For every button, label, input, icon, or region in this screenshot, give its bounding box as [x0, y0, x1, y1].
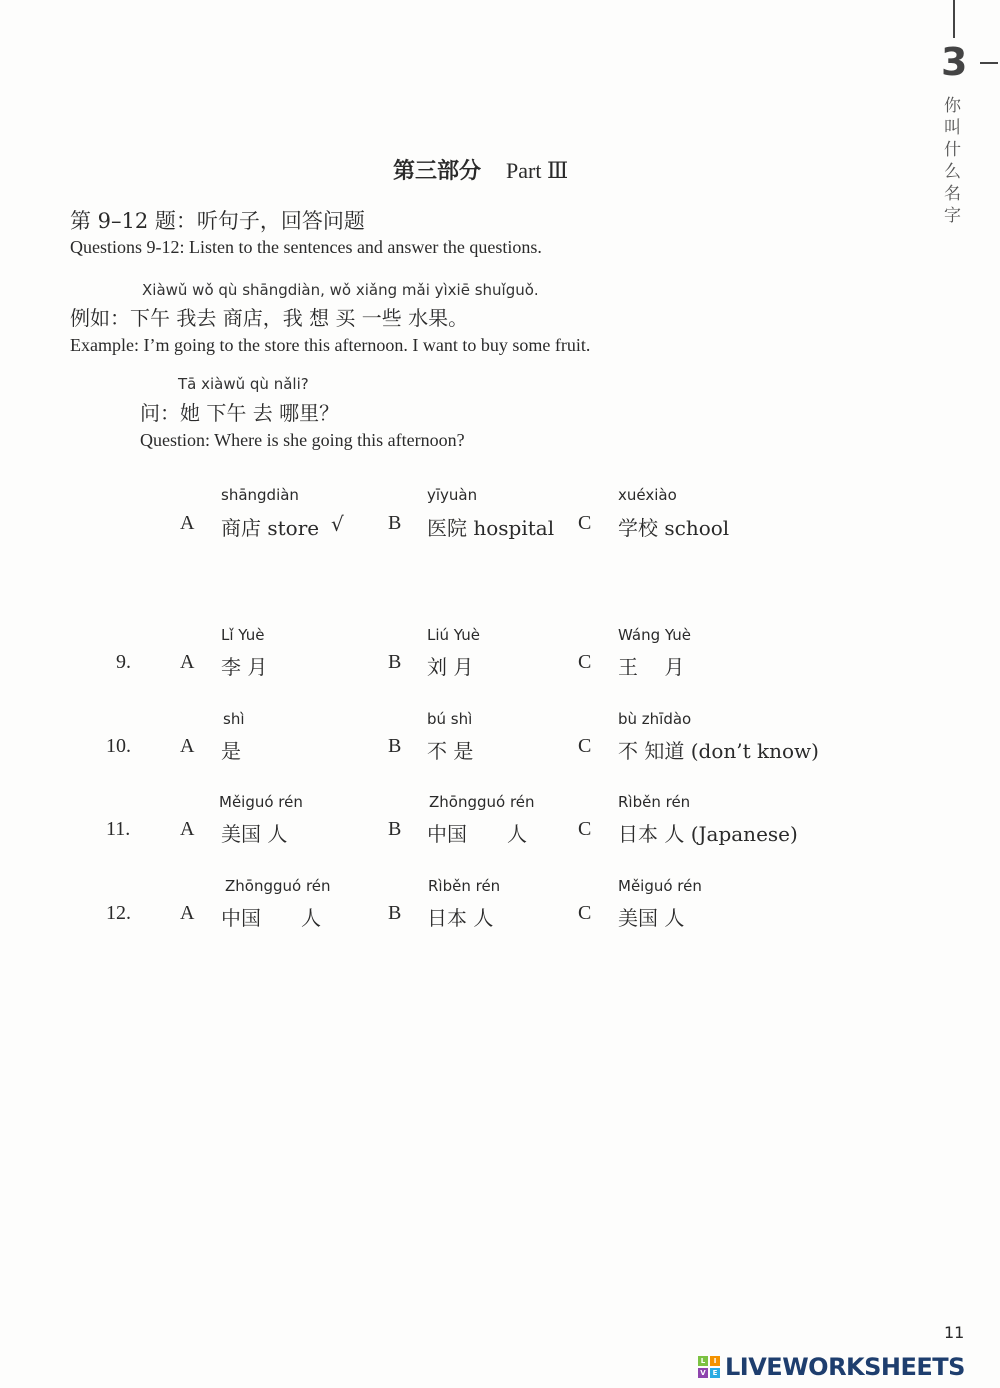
liveworksheets-logo[interactable] [698, 1354, 965, 1380]
question-text-en: Question: Where is she going this afternoon? [140, 430, 465, 450]
instructions-en: Questions 9-12: Listen to the sentences and answer the questions. [70, 237, 542, 257]
q10-option-b-text[interactable]: 不 是 [427, 739, 474, 763]
question-9-number: 9. [116, 651, 131, 673]
liveworksheets-logo-icon: L I V E [698, 1356, 720, 1378]
q10-option-c-letter[interactable]: C [578, 735, 592, 757]
q10-option-c-text[interactable]: 不 知道 (don’t know) [618, 739, 819, 763]
example-label: 例如： [70, 306, 130, 330]
example-option-b-text: 医院 hospital [427, 516, 555, 540]
example-option-c-letter: C [578, 512, 592, 534]
chapter-divider-line [953, 0, 955, 38]
q12-option-b-text[interactable]: 日本 人 [427, 906, 494, 930]
page-number: 11 [944, 1323, 965, 1342]
q9-option-c-pinyin: Wáng Yuè [618, 626, 692, 644]
q10-option-b-letter[interactable]: B [388, 735, 402, 757]
q9-option-b-letter[interactable]: B [388, 651, 402, 673]
watermark-text: LIVEWORKSHEETS [725, 1353, 965, 1381]
example-option-c-pinyin: xuéxiào [618, 486, 677, 504]
q12-option-a-letter[interactable]: A [180, 902, 195, 924]
q12-option-b-letter[interactable]: B [388, 902, 402, 924]
section-heading [393, 154, 568, 185]
q9-option-a-pinyin: Lǐ Yuè [221, 626, 265, 644]
question-pinyin: Tā xiàwǔ qù nǎli? [178, 375, 309, 393]
chapter-dash [980, 62, 998, 64]
question-12-number: 12. [106, 902, 131, 924]
question-10-number: 10. [106, 735, 131, 757]
example-pinyin: Xiàwǔ wǒ qù shāngdiàn, wǒ xiǎng mǎi yìxiē shuǐguǒ. [142, 281, 539, 299]
example-option-a-letter: A [180, 512, 195, 534]
q12-option-c-pinyin: Měiguó rén [618, 877, 702, 895]
q11-option-a-letter[interactable]: A [180, 818, 195, 840]
q11-option-b-pinyin: Zhōngguó rén [429, 793, 535, 811]
q11-option-c-pinyin: Rìběn rén [618, 793, 691, 811]
example-text-cn: 下午 我去 商店，我 想 买 一些 水果。 [130, 306, 469, 330]
q12-option-a-text[interactable]: 中国 人 [221, 906, 321, 930]
question-label: 问： [140, 401, 180, 425]
q11-option-b-letter[interactable]: B [388, 818, 402, 840]
q12-option-b-pinyin: Rìběn rén [428, 877, 501, 895]
q11-option-b-text[interactable]: 中国 人 [427, 822, 527, 846]
q12-option-c-letter[interactable]: C [578, 902, 592, 924]
instructions-cn: 第 9–12 题：听句子，回答问题 [70, 209, 365, 233]
q9-option-a-letter[interactable]: A [180, 651, 195, 673]
q11-option-c-text[interactable]: 日本 人 (Japanese) [618, 822, 798, 846]
q11-option-c-letter[interactable]: C [578, 818, 592, 840]
q9-option-c-letter[interactable]: C [578, 651, 592, 673]
q10-option-b-pinyin: bú shì [427, 710, 473, 728]
example-option-a-pinyin: shāngdiàn [221, 486, 299, 504]
example-text-en: Example: I’m going to the store this afternoon. I want to buy some fruit. [70, 335, 591, 355]
q11-option-a-pinyin: Měiguó rén [219, 793, 303, 811]
check-mark-icon: √ [331, 512, 344, 536]
question-11-number: 11. [106, 818, 131, 840]
q10-option-c-pinyin: bù zhīdào [618, 710, 692, 728]
q10-option-a-text[interactable]: 是 [221, 739, 241, 763]
question-line [140, 397, 339, 426]
chapter-title: 你叫什么名字 [944, 96, 961, 226]
q9-option-b-text[interactable]: 刘 月 [427, 655, 474, 679]
q12-option-c-text[interactable]: 美国 人 [618, 906, 685, 930]
q11-option-a-text[interactable]: 美国 人 [221, 822, 288, 846]
q9-option-a-text[interactable]: 李 月 [221, 655, 268, 679]
section-title-cn: 第三部分 [393, 158, 482, 184]
q9-option-b-pinyin: Liú Yuè [427, 626, 480, 644]
example-line [70, 302, 468, 331]
q9-option-c-text[interactable]: 王 月 [618, 655, 685, 679]
q10-option-a-pinyin: shì [223, 710, 245, 728]
example-option-b-pinyin: yīyuàn [427, 486, 478, 504]
chapter-number: 3 [941, 40, 968, 84]
example-option-c-text: 学校 school [618, 516, 730, 540]
q12-option-a-pinyin: Zhōngguó rén [225, 877, 331, 895]
question-text-cn: 她 下午 去 哪里？ [180, 401, 340, 425]
q10-option-a-letter[interactable]: A [180, 735, 195, 757]
section-title-en: Part Ⅲ [506, 158, 569, 183]
example-option-b-letter: B [388, 512, 402, 534]
example-option-a-text: 商店 store [221, 516, 320, 540]
